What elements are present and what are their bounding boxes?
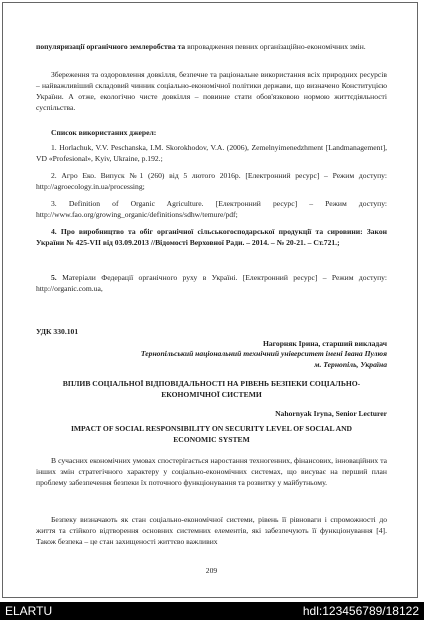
author-en: Nahornyak Iryna, Senior Lecturer [275,409,387,418]
udk-code: УДК 330.101 [36,327,79,336]
article-title-en: IMPACT OF SOCIAL RESPONSIBILITY ON SECURITY LEVEL OF SOCIAL AND ECONOMIC SYSTEM [70,424,353,444]
body-paragraph-2: Безпеку визначають як стан соціально-економічної системи, рівень її рівноваги і спроможності до життя та стійкого відтворення основних системних елементів, які забезпечують її функціонування [4]. Також безпека – це стан захищеності життєво важливих [36,515,387,546]
author-ua: Нагорняк Ірина, старший викладач [262,339,387,348]
page-number: 209 [205,566,218,575]
reference-item-2: 2. Агро Еко. Випуск №1 (260) від 5 лютого 2016р. [Електронний ресурс] – Режим доступу: http://agroecology.in.ua/processing; [36,171,387,191]
reference-item-5: 5. Матеріали Федерації органічного руху в Україні. [Електронний ресурс] – Режим доступу: http://organic.com.ua, [36,273,387,293]
continuation-rest: впровадження певних організаційно-економічних змін. [185,42,366,51]
article-title-ua: ВПЛИВ СОЦІАЛЬНОЇ ВІДПОВІДАЛЬНОСТІ НА РІВЕНЬ БЕЗПЕКИ СОЦІАЛЬНО-ЕКОНОМІЧНОЇ СИСТЕМИ [62,379,361,399]
reference-item-3: 3. Definition of Organic Agriculture. [Електронний ресурс] – Режим доступу: http://www.fao.org/growing_organic/definitions/sdhw/temure/pdf; [36,199,387,219]
city: м. Тернопіль, Україна [314,360,387,369]
body-paragraph-1: В сучасних економічних умовах спостерігається наростання техногенних, фінансових, інноваційних та інших змін стратегічного характеру у соціально-економічних системах, що висуває на перший план проблему забезпечення безпеки їх поточного функціонування та розвитку у майбутньому. [36,456,387,487]
reference-item-4: 4. Про виробництво та обіг органічної сільськогосподарської продукції та сировини: Закон України № 425-VII від 03.09.2013 //Відомості Верховної Ради. – 2014. – № 20-21. – Ст.721.; [36,227,388,247]
continuation-bold: популяризації органічного землеробства та [36,42,186,51]
repository-name: ELARTU [5,604,53,618]
reference-item-1: 1. Horlachuk, V.V. Peschanska, I.M. Skorokhodov, V.A. (2006), Zemelnyimenedzhment [Landmanagement], VD «Profesional», Kyiv, Ukraine, p.192.; [36,143,387,163]
continuation-paragraph [36,42,387,53]
repository-footer-bar [0,602,424,620]
university: Тернопільський національний технічний університет імені Івана Пулюя [140,349,387,358]
references-title: Список використаних джерел: [51,128,157,137]
body-paragraph-environment: Збереження та оздоровлення довкілля, безпечне та раціональне використання всіх природних ресурсів – найважливіший складовий чинник соціально-економічної політики держави, що визначено Конституцією України. А отже, екологічно чисте довкілля – повинне стати обов'язковою нормою життєдіяльності суспільства. [36,70,387,112]
handle-id: hdl:123456789/18122 [302,604,419,618]
